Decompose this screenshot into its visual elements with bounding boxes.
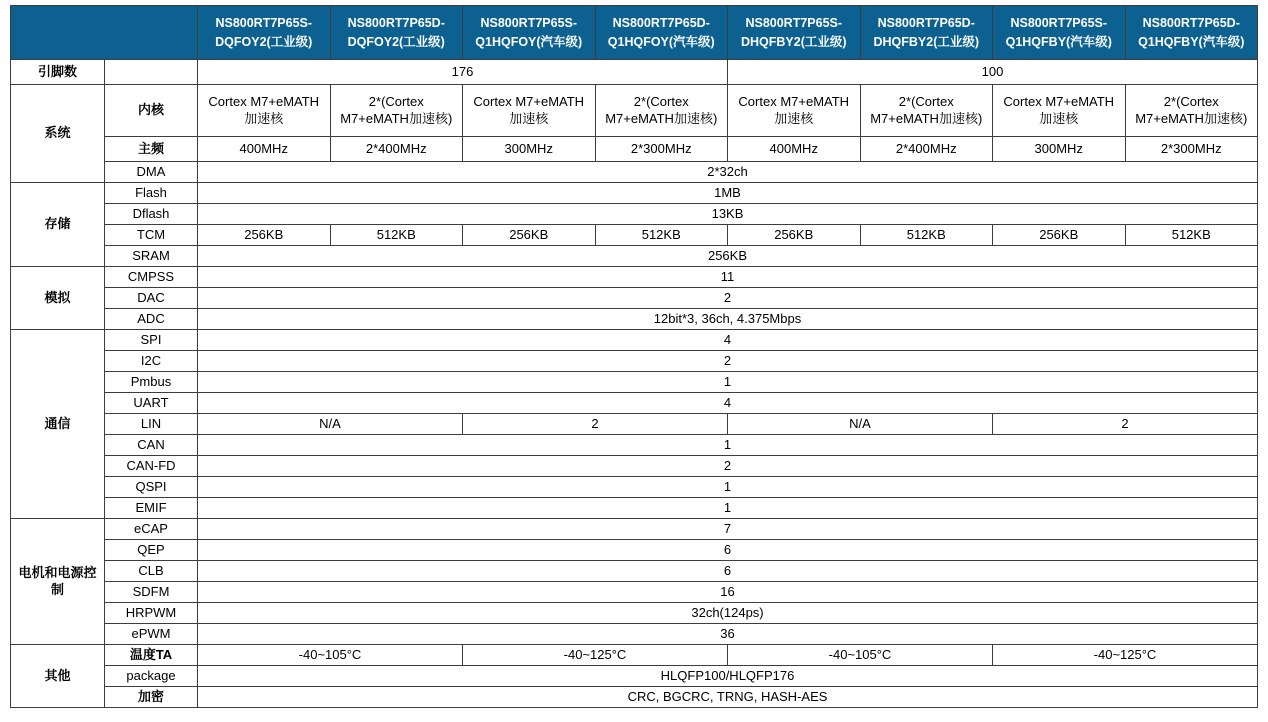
group-cell: 模拟: [11, 267, 105, 330]
row-label: [105, 60, 198, 85]
value-cell: 256KB: [198, 225, 331, 246]
row-label: LIN: [105, 414, 198, 435]
value-cell: 512KB: [860, 225, 993, 246]
value-cell: 4: [198, 330, 1258, 351]
row-label: HRPWM: [105, 603, 198, 624]
row-label: EMIF: [105, 498, 198, 519]
table-row: [11, 85, 1258, 137]
table-body: [11, 60, 1258, 708]
value-cell: -40~125°C: [993, 645, 1258, 666]
row-label: 加密: [105, 687, 198, 708]
value-cell: 13KB: [198, 204, 1258, 225]
value-cell: 256KB: [728, 225, 861, 246]
value-cell: HLQFP100/HLQFP176: [198, 666, 1258, 687]
value-cell: Cortex M7+eMATH加速核: [463, 85, 596, 137]
row-label: CAN: [105, 435, 198, 456]
value-cell: 300MHz: [463, 137, 596, 162]
value-cell: 400MHz: [198, 137, 331, 162]
table-row: [11, 162, 1258, 183]
row-label: I2C: [105, 351, 198, 372]
table-row: [11, 498, 1258, 519]
header-row: [11, 6, 1258, 60]
row-label: SPI: [105, 330, 198, 351]
row-label: CMPSS: [105, 267, 198, 288]
value-cell: 176: [198, 60, 728, 85]
value-cell: 2*(Cortex M7+eMATH加速核): [595, 85, 728, 137]
table-row: [11, 183, 1258, 204]
row-label: Flash: [105, 183, 198, 204]
table-row: [11, 435, 1258, 456]
value-cell: 2: [198, 288, 1258, 309]
row-label: ePWM: [105, 624, 198, 645]
column-header: NS800RT7P65D-DQFOY2(工业级): [330, 6, 463, 60]
value-cell: 300MHz: [993, 137, 1126, 162]
value-cell: 2*400MHz: [330, 137, 463, 162]
value-cell: 2*(Cortex M7+eMATH加速核): [860, 85, 993, 137]
row-label: 主频: [105, 137, 198, 162]
row-label: TCM: [105, 225, 198, 246]
table-row: [11, 372, 1258, 393]
column-header: NS800RT7P65D-Q1HQFBY(汽车级): [1125, 6, 1258, 60]
table-row: [11, 246, 1258, 267]
value-cell: 2: [198, 351, 1258, 372]
value-cell: 1: [198, 372, 1258, 393]
table-row: [11, 137, 1258, 162]
row-label: 温度TA: [105, 645, 198, 666]
value-cell: -40~105°C: [198, 645, 463, 666]
row-label: DAC: [105, 288, 198, 309]
row-label: QSPI: [105, 477, 198, 498]
value-cell: 2*300MHz: [1125, 137, 1258, 162]
table-header: [11, 6, 1258, 60]
table-row: [11, 414, 1258, 435]
column-header: NS800RT7P65S-DHQFBY2(工业级): [728, 6, 861, 60]
column-header: NS800RT7P65S-Q1HQFOY(汽车级): [463, 6, 596, 60]
table-row: [11, 582, 1258, 603]
group-cell: 通信: [11, 330, 105, 519]
value-cell: 16: [198, 582, 1258, 603]
row-label: eCAP: [105, 519, 198, 540]
column-header: NS800RT7P65S-Q1HQFBY(汽车级): [993, 6, 1126, 60]
value-cell: 4: [198, 393, 1258, 414]
row-label: CLB: [105, 561, 198, 582]
column-header: NS800RT7P65D-DHQFBY2(工业级): [860, 6, 993, 60]
value-cell: -40~125°C: [463, 645, 728, 666]
value-cell: N/A: [728, 414, 993, 435]
value-cell: 7: [198, 519, 1258, 540]
table-row: [11, 393, 1258, 414]
row-label: SRAM: [105, 246, 198, 267]
table-row: [11, 204, 1258, 225]
table-row: [11, 519, 1258, 540]
value-cell: -40~105°C: [728, 645, 993, 666]
value-cell: CRC, BGCRC, TRNG, HASH-AES: [198, 687, 1258, 708]
table-row: [11, 309, 1258, 330]
value-cell: 256KB: [993, 225, 1126, 246]
group-cell: 其他: [11, 645, 105, 708]
value-cell: Cortex M7+eMATH加速核: [993, 85, 1126, 137]
value-cell: 12bit*3, 36ch, 4.375Mbps: [198, 309, 1258, 330]
value-cell: 1: [198, 477, 1258, 498]
row-label: 内核: [105, 85, 198, 137]
table-row: [11, 225, 1258, 246]
table-row: [11, 267, 1258, 288]
value-cell: 2: [463, 414, 728, 435]
group-cell: 电机和电源控制: [11, 519, 105, 645]
value-cell: 100: [728, 60, 1258, 85]
row-label: package: [105, 666, 198, 687]
table-row: [11, 456, 1258, 477]
row-label: UART: [105, 393, 198, 414]
value-cell: 1: [198, 498, 1258, 519]
group-cell: 存储: [11, 183, 105, 267]
table-row: [11, 477, 1258, 498]
value-cell: N/A: [198, 414, 463, 435]
value-cell: 512KB: [595, 225, 728, 246]
row-label: QEP: [105, 540, 198, 561]
table-row: [11, 540, 1258, 561]
row-label: DMA: [105, 162, 198, 183]
value-cell: 6: [198, 540, 1258, 561]
value-cell: 1: [198, 435, 1258, 456]
value-cell: 400MHz: [728, 137, 861, 162]
table-row: [11, 330, 1258, 351]
table-row: [11, 666, 1258, 687]
table-row: [11, 561, 1258, 582]
value-cell: 36: [198, 624, 1258, 645]
value-cell: 2*(Cortex M7+eMATH加速核): [330, 85, 463, 137]
table-row: [11, 645, 1258, 666]
table-row: [11, 624, 1258, 645]
column-header: NS800RT7P65S-DQFOY2(工业级): [198, 6, 331, 60]
table-row: [11, 288, 1258, 309]
row-label: ADC: [105, 309, 198, 330]
value-cell: 2*(Cortex M7+eMATH加速核): [1125, 85, 1258, 137]
column-header: NS800RT7P65D-Q1HQFOY(汽车级): [595, 6, 728, 60]
table-row: [11, 687, 1258, 708]
value-cell: 6: [198, 561, 1258, 582]
table-row: [11, 351, 1258, 372]
row-label: Pmbus: [105, 372, 198, 393]
value-cell: Cortex M7+eMATH加速核: [198, 85, 331, 137]
group-cell: 引脚数: [11, 60, 105, 85]
value-cell: 512KB: [330, 225, 463, 246]
value-cell: 2*32ch: [198, 162, 1258, 183]
value-cell: 512KB: [1125, 225, 1258, 246]
value-cell: 2*400MHz: [860, 137, 993, 162]
group-cell: 系统: [11, 85, 105, 183]
corner-header-cell: [11, 6, 198, 60]
row-label: CAN-FD: [105, 456, 198, 477]
mcu-spec-table: [10, 5, 1258, 708]
value-cell: 11: [198, 267, 1258, 288]
value-cell: 1MB: [198, 183, 1258, 204]
row-label: Dflash: [105, 204, 198, 225]
row-label: SDFM: [105, 582, 198, 603]
value-cell: 2: [198, 456, 1258, 477]
table-row: [11, 60, 1258, 85]
value-cell: 2: [993, 414, 1258, 435]
table-row: [11, 603, 1258, 624]
value-cell: 256KB: [463, 225, 596, 246]
value-cell: 2*300MHz: [595, 137, 728, 162]
value-cell: 256KB: [198, 246, 1258, 267]
value-cell: Cortex M7+eMATH加速核: [728, 85, 861, 137]
value-cell: 32ch(124ps): [198, 603, 1258, 624]
